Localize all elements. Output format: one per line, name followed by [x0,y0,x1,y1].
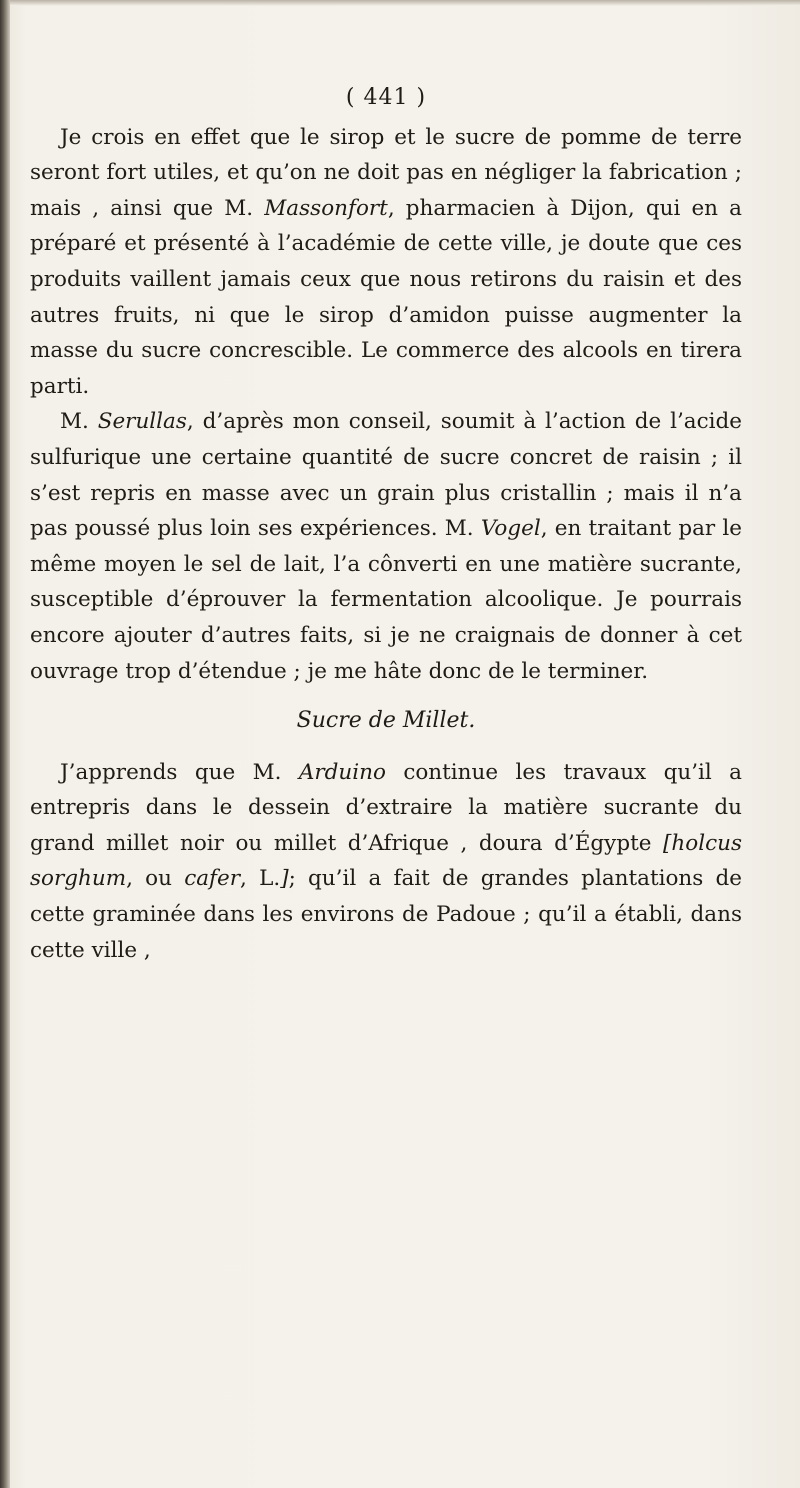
italic-run: Vogel [480,516,541,542]
text-run: continue les travaux qu’il a entrepris dans le dessein d’extraire la matière sucrante du grand millet noir ou millet d’Afrique , doura d’Égypte [30,759,742,856]
text-run: M. [60,409,98,435]
page-top-edge [10,0,800,6]
italic-run: [holcus sorghum [30,830,742,892]
section-heading: Sucre de Millet. [296,708,476,734]
text-run: , en traitant par le même moyen le sel de lait, l’a cônverti en une matière sucrante, susceptible d’éprouver la fermentation alcoolique. Je pourrais encore ajouter d’autres faits, si je ne craignais de donner à cet ouvrage trop d’étendue ; je me hâte donc de le terminer. [30,516,742,684]
text-run: , d’après mon conseil, soumit à l’action de l’acide sulfurique une certaine quantité de sucre concret de raisin ; il s’est repris en masse avec un grain plus cristallin ; mais il n’a pas poussé plus loin ses expériences. M. [30,409,743,542]
paragraph-1 [30,120,742,405]
text-run: , ou [126,866,185,892]
italic-run: Arduino [298,759,386,785]
text-run: ; qu’il a fait de grandes plantations de cette graminée dans les environs de Padoue ; qu’il a établi, dans cette ville , [30,866,742,963]
text-run: , L. [240,866,281,892]
italic-run: cafer [184,866,241,892]
paragraph-2 [30,404,742,689]
binding-edge [0,0,10,1488]
text-run: , pharmacien à Dijon, qui en a préparé et présenté à l’académie de cette ville, je doute que ces produits vaillent jamais ceux que nous retirons du raisin et des autres fruits, ni que le sirop d’amidon puisse augmenter la masse du sucre concrescible. Le commerce des alcools en tirera parti. [30,195,742,399]
text-run: J’apprends que M. [60,759,299,785]
page-number: ( 441 ) [345,85,427,110]
page-text [30,80,742,968]
italic-run: ] [280,866,289,892]
italic-run: Serullas [97,409,187,435]
italic-run: Massonfort [264,195,388,221]
paragraph-3 [30,755,742,969]
text-run: Je crois en effet que le sirop et le sucre de pomme de terre seront fort utiles, et qu’on ne doit pas en négliger la fabrication ; mais , ainsi que M. [30,124,742,221]
